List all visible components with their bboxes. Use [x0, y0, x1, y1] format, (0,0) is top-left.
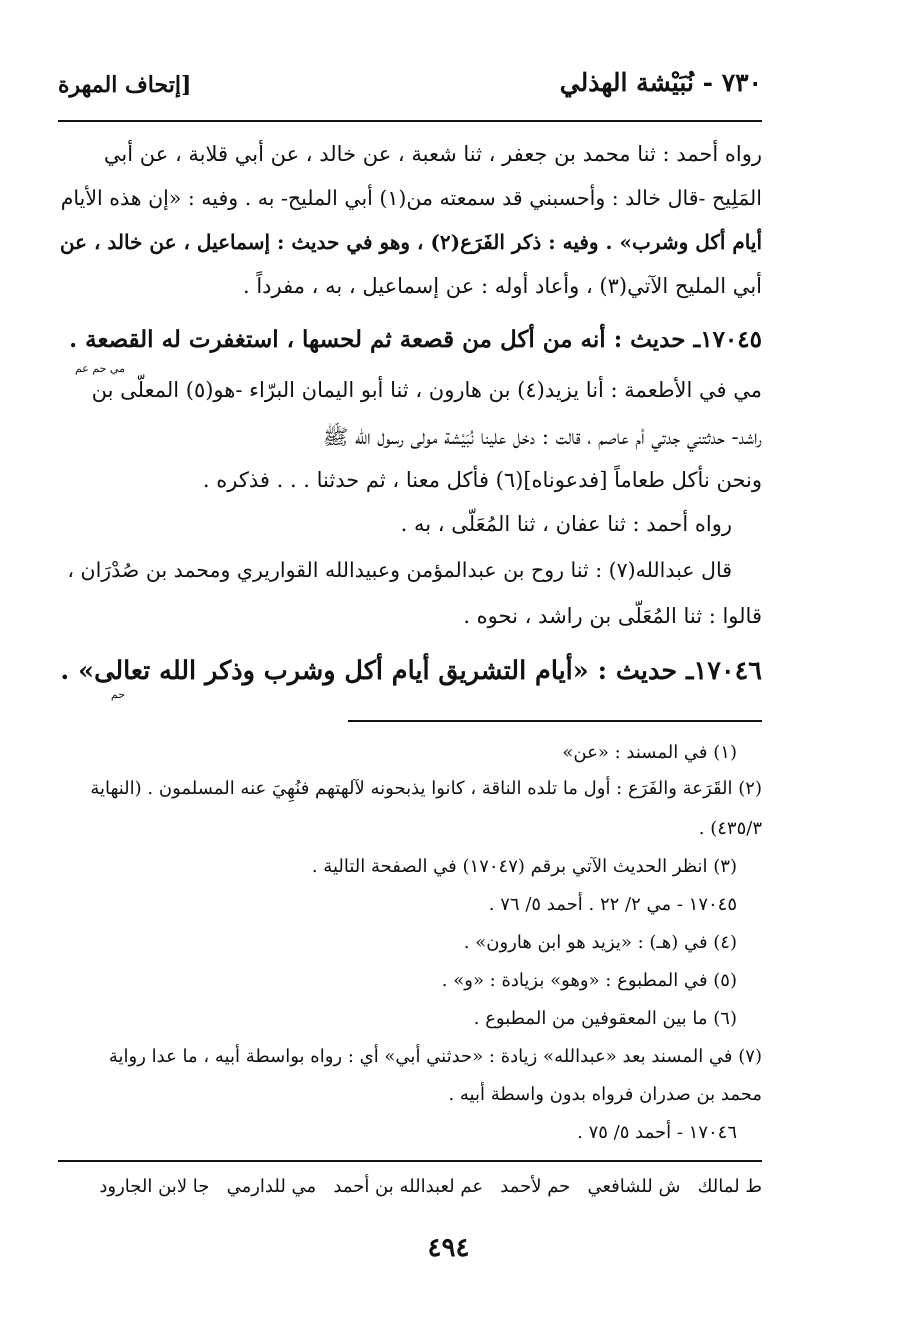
hadith-17045-sigla: مي حم عم — [74, 362, 125, 375]
footnote-4: (٤) في (هـ) : «يزيد هو ابن هارون» . — [463, 932, 737, 953]
header-rule — [58, 120, 762, 122]
footnote-7b: محمد بن صدران فرواه بدون واسطة أبيه . — [448, 1084, 762, 1105]
footnote-2a: (٢) القَرَعة والفَرَع : أول ما تلده الناقة ، كانوا يذبحونه لآلهتهم فنُهِيَ عنه المسلمون . (النهاية — [90, 778, 762, 799]
footnote-1: (١) في المسند : «عن» — [562, 742, 737, 763]
hadith-17046-heading: ١٧٠٤٦ـ حديث : «أيام التشريق أيام أكل وشرب وذكر الله تعالى» . — [60, 656, 762, 686]
page-number: ٤٩٤ — [427, 1233, 470, 1263]
body-line-9: قال عبدالله(٧) : ثنا روح بن عبدالمؤمن وعبيدالله القواريري ومحمد بن صُدْرَان ، — [67, 558, 732, 582]
body-line-3: أيام أكل وشرب» . وفيه : ذكر الفَرَع(٢) ، وهو في حديث : إسماعيل ، عن خالد ، عن — [59, 230, 762, 254]
reference-17045: ١٧٠٤٥ - مي ٢/ ٢٢ . أحمد ٥/ ٧٦ . — [488, 894, 737, 915]
sigla-legend: ط لمالك ش للشافعي حم لأحمد عم لعبدالله بن أحمد مي للدارمي جا لابن الجارود — [99, 1176, 762, 1197]
footnote-5: (٥) في المطبوع : «وهو» بزيادة : «و» . — [441, 970, 737, 991]
legend-rule — [58, 1160, 762, 1162]
footnote-rule — [348, 720, 762, 722]
body-line-10: قالوا : ثنا المُعَلّى بن راشد ، نحوه . — [463, 604, 762, 628]
body-line-8: رواه أحمد : ثنا عفان ، ثنا المُعَلّى ، به . — [400, 512, 732, 536]
hadith-17046-sigla: حم — [110, 688, 125, 701]
reference-17046: ١٧٠٤٦ - أحمد ٥/ ٧٥ . — [577, 1122, 737, 1143]
footnote-7a: (٧) في المسند بعد «عبدالله» زيادة : «حدثني أبي» أي : رواه بواسطة أبيه ، ما عدا رواية — [108, 1046, 762, 1067]
footnote-2b: ٤٣٥/٣) . — [698, 818, 762, 839]
footnote-6: (٦) ما بين المعقوفين من المطبوع . — [473, 1008, 737, 1029]
body-line-4: أبي المليح الآتي(٣) ، وأعاد أوله : عن إسماعيل ، به ، مفرداً . — [243, 274, 762, 298]
body-line-6: راشد- حدثتني جدتي أم عاصم ، قالت : دخل علينا نُبَيْشة مولى رسول الله ﷺ — [322, 425, 762, 449]
body-line-2: المَلِيح -قال خالد : وأحسبني قد سمعته من(١) أبي المليح- به . وفيه : «إن هذه الأيام — [60, 186, 762, 210]
footnote-3: (٣) انظر الحديث الآتي برقم (١٧٠٤٧) في الصفحة التالية . — [311, 856, 737, 877]
running-header-book: [إتحاف المهرة — [58, 72, 192, 98]
body-line-5: مي في الأطعمة : أنا يزيد(٤) بن هارون ، ثنا أبو اليمان البرّاء -هو(٥) المعلّى بن — [91, 378, 762, 402]
body-line-1: رواه أحمد : ثنا محمد بن جعفر ، ثنا شعبة ، عن خالد ، عن أبي قلابة ، عن أبي — [103, 142, 762, 166]
running-header-title: ٧٣٠ - نُبَيْشة الهذلي — [559, 68, 762, 97]
hadith-17045-heading: ١٧٠٤٥ـ حديث : أنه من أكل من قصعة ثم لحسها ، استغفرت له القصعة . — [69, 326, 762, 353]
body-line-7: ونحن نأكل طعاماً [فدعوناه](٦) فأكل معنا ، ثم حدثنا . . . فذكره . — [202, 468, 762, 492]
